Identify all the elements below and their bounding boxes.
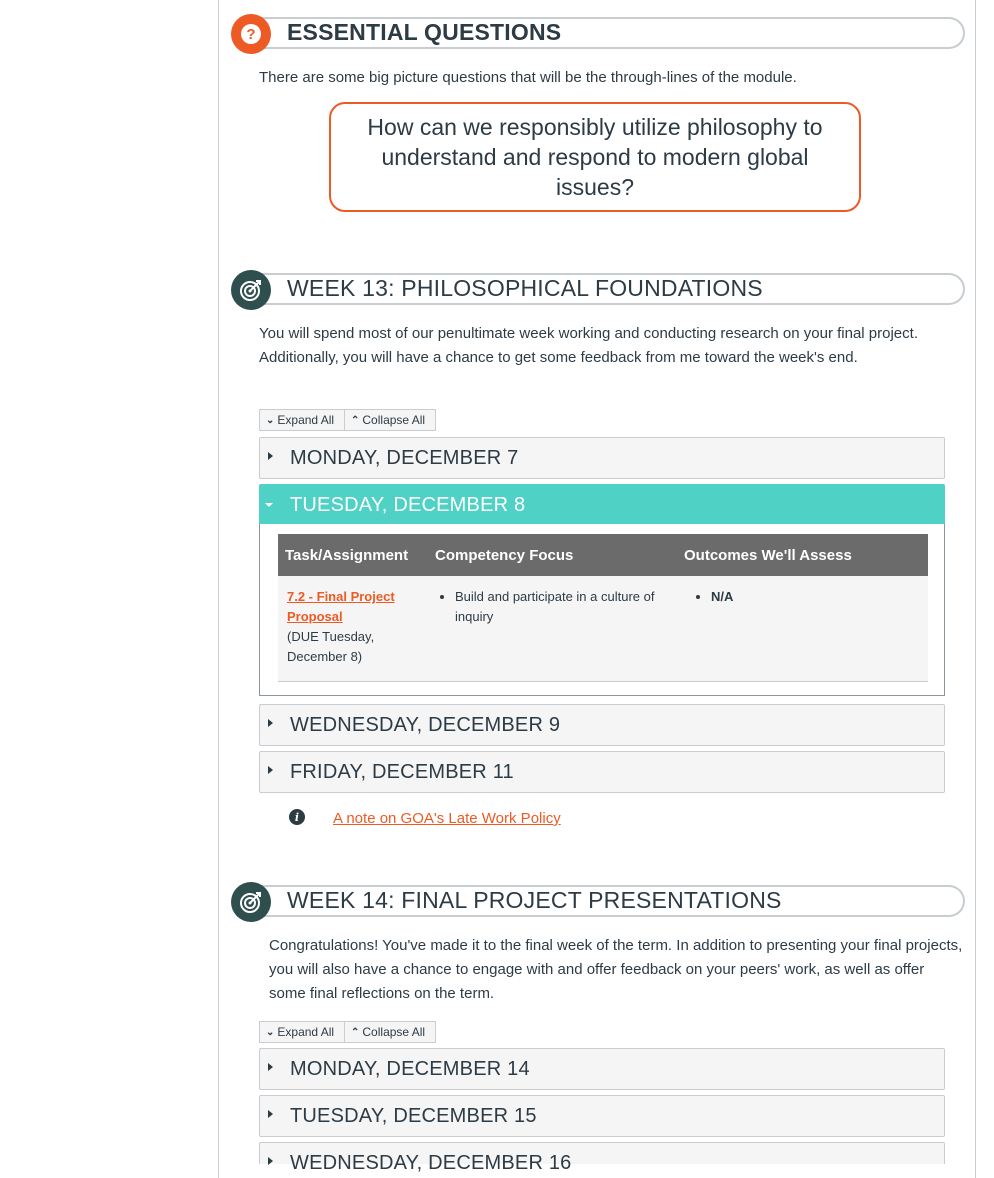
collapse-all-label: Collapse All [362, 1025, 426, 1039]
due-date-text: (DUE Tuesday, December 8) [287, 629, 375, 664]
caret-right-icon [268, 452, 273, 460]
section-title: ESSENTIAL QUESTIONS [287, 19, 562, 45]
week13-expand-collapse [259, 409, 436, 431]
target-icon [231, 882, 271, 922]
competency-cell [428, 576, 677, 682]
accordion-tuesday-dec-15[interactable] [259, 1095, 945, 1137]
accordion-title: TUESDAY, DECEMBER 8 [290, 494, 526, 516]
week13-header [231, 270, 965, 314]
collapse-all-button[interactable] [345, 409, 436, 431]
accordion-tuesday-dec-8[interactable] [259, 484, 945, 524]
table-row [278, 576, 928, 682]
collapse-all-button[interactable] [345, 1021, 436, 1043]
outcome-cell [677, 576, 928, 682]
accordion-title: MONDAY, DECEMBER 7 [290, 447, 519, 469]
collapse-all-label: Collapse All [362, 413, 426, 427]
caret-down-icon [265, 503, 273, 507]
accordion-title: MONDAY, DECEMBER 14 [290, 1058, 530, 1080]
accordion-wednesday-dec-9[interactable] [259, 704, 945, 746]
week14-intro: Congratulations! You've made it to the final week of the term. In addition to presenting your final projects, you will also have a chance to engage with and offer feedback on your peers' work, as well as offer some final reflections on the term. [269, 937, 963, 1002]
question-circle-icon [231, 14, 271, 54]
accordion-panel-tuesday [259, 524, 945, 696]
caret-right-icon [268, 1110, 273, 1118]
chevron-up-icon: ⌃ [351, 414, 360, 426]
table-header: Competency Focus [428, 534, 677, 576]
competency-item: • Build and participate in a culture of inquiry [455, 587, 668, 627]
essential-questions-header [231, 14, 965, 58]
accordion-monday-dec-14[interactable] [259, 1048, 945, 1090]
expand-all-label: Expand All [277, 1025, 335, 1039]
caret-right-icon [268, 1063, 273, 1071]
essential-questions-intro: There are some big picture questions that will be the through-lines of the module. [259, 69, 797, 86]
accordion-title: WEDNESDAY, DECEMBER 9 [290, 714, 561, 736]
caret-right-icon [268, 719, 273, 727]
week14-expand-collapse [259, 1021, 436, 1043]
week13-intro: You will spend most of our penultimate week working and conducting research on your final project. Additionally, you will have a chance to get some feedback from me toward the week's end. [259, 325, 918, 366]
accordion-title: FRIDAY, DECEMBER 11 [290, 761, 514, 783]
info-icon: i [289, 809, 305, 825]
accordion-monday-dec-7[interactable] [259, 437, 945, 479]
table-header-row [278, 534, 928, 576]
chevron-down-icon: ⌄ [266, 414, 275, 426]
accordion-title: TUESDAY, DECEMBER 15 [290, 1105, 537, 1127]
expand-all-button[interactable] [259, 409, 345, 431]
chevron-down-icon: ⌄ [266, 1026, 275, 1038]
week14-header [231, 882, 965, 926]
expand-all-button[interactable] [259, 1021, 345, 1043]
svg-text:?: ? [246, 26, 256, 43]
accordion-title: WEDNESDAY, DECEMBER 16 [290, 1152, 572, 1174]
assignment-link[interactable]: 7.2 - Final Project Proposal [287, 589, 395, 624]
caret-right-icon [268, 766, 273, 774]
task-cell [278, 576, 428, 682]
accordion-wednesday-dec-16[interactable] [259, 1142, 945, 1174]
target-icon [231, 270, 271, 310]
section-title: WEEK 13: PHILOSOPHICAL FOUNDATIONS [287, 275, 763, 301]
expand-all-label: Expand All [277, 413, 335, 427]
assignment-table [278, 534, 928, 682]
table-header: Task/Assignment [278, 534, 428, 576]
table-header: Outcomes We'll Assess [677, 534, 928, 576]
outcome-item: • N/A [711, 587, 919, 607]
section-title: WEEK 14: FINAL PROJECT PRESENTATIONS [287, 887, 782, 913]
chevron-up-icon: ⌃ [351, 1026, 360, 1038]
essential-question-callout: How can we responsibly utilize philosophy to understand and respond to modern global issues? [329, 102, 861, 212]
accordion-friday-dec-11[interactable] [259, 751, 945, 793]
late-work-policy-link[interactable]: A note on GOA's Late Work Policy [333, 810, 561, 827]
